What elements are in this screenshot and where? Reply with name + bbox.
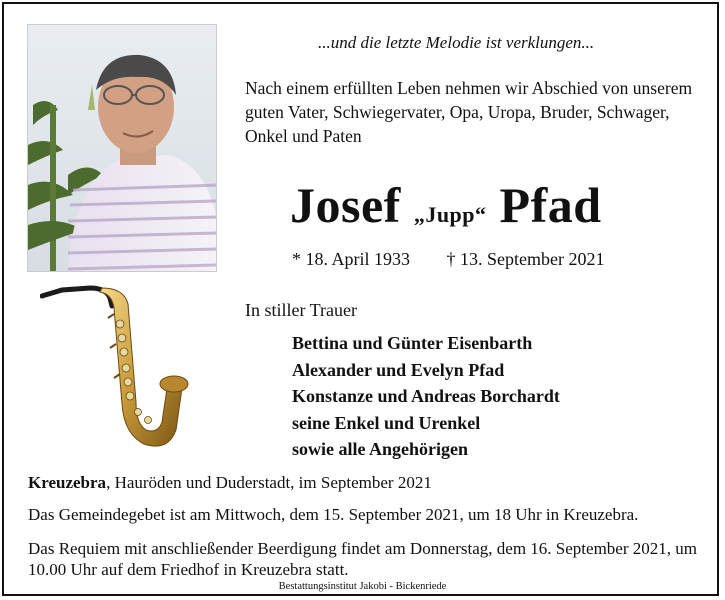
death-date: † 13. September 2021 xyxy=(446,249,605,269)
deceased-name xyxy=(290,176,602,234)
saxophone-illustration xyxy=(40,284,190,462)
birth-date: * 18. April 1933 xyxy=(292,249,411,269)
mourner-item: sowie alle Angehörigen xyxy=(292,439,468,459)
mourners-list xyxy=(292,330,560,463)
mourning-label: In stiller Trauer xyxy=(245,300,357,320)
life-dates xyxy=(292,249,605,270)
prayer-notice: Das Gemeindegebet ist am Mittwoch, dem 15. September 2021, um 18 Uhr in Kreuzebra. xyxy=(28,505,639,524)
mourner-item: seine Enkel und Urenkel xyxy=(292,412,481,433)
place-date-line xyxy=(28,473,432,493)
requiem-notice: Das Requiem mit anschließender Beerdigung findet am Donnerstag, dem 16. September 2021, um 10.00 Uhr auf dem Friedhof in Kreuzebra statt. xyxy=(28,539,697,579)
intro-text: Nach einem erfüllten Leben nehmen wir Abschied von unserem guten Vater, Schwiegervater, Opa, Uropa, Bruder, Schwager, Onkel und Paten xyxy=(245,78,693,146)
place-town: Kreuzebra xyxy=(28,473,107,492)
mourner-item: Konstanze und Andreas Borchardt xyxy=(292,386,560,406)
mourner-item: Bettina und Günter Eisenbarth xyxy=(292,333,533,353)
motto-text: ...und die letzte Melodie ist verklungen... xyxy=(318,33,595,52)
portrait-photo xyxy=(27,24,217,272)
last-name: Pfad xyxy=(499,177,602,233)
first-name: Josef xyxy=(290,177,401,233)
place-rest: , Hauröden und Duderstadt, im September 2021 xyxy=(106,473,432,492)
mourner-item: Alexander und Evelyn Pfad xyxy=(292,359,505,380)
nickname: „Jupp“ xyxy=(413,202,487,227)
funeral-home-footer: Bestattungsinstitut Jakobi - Bickenriede xyxy=(278,581,447,592)
